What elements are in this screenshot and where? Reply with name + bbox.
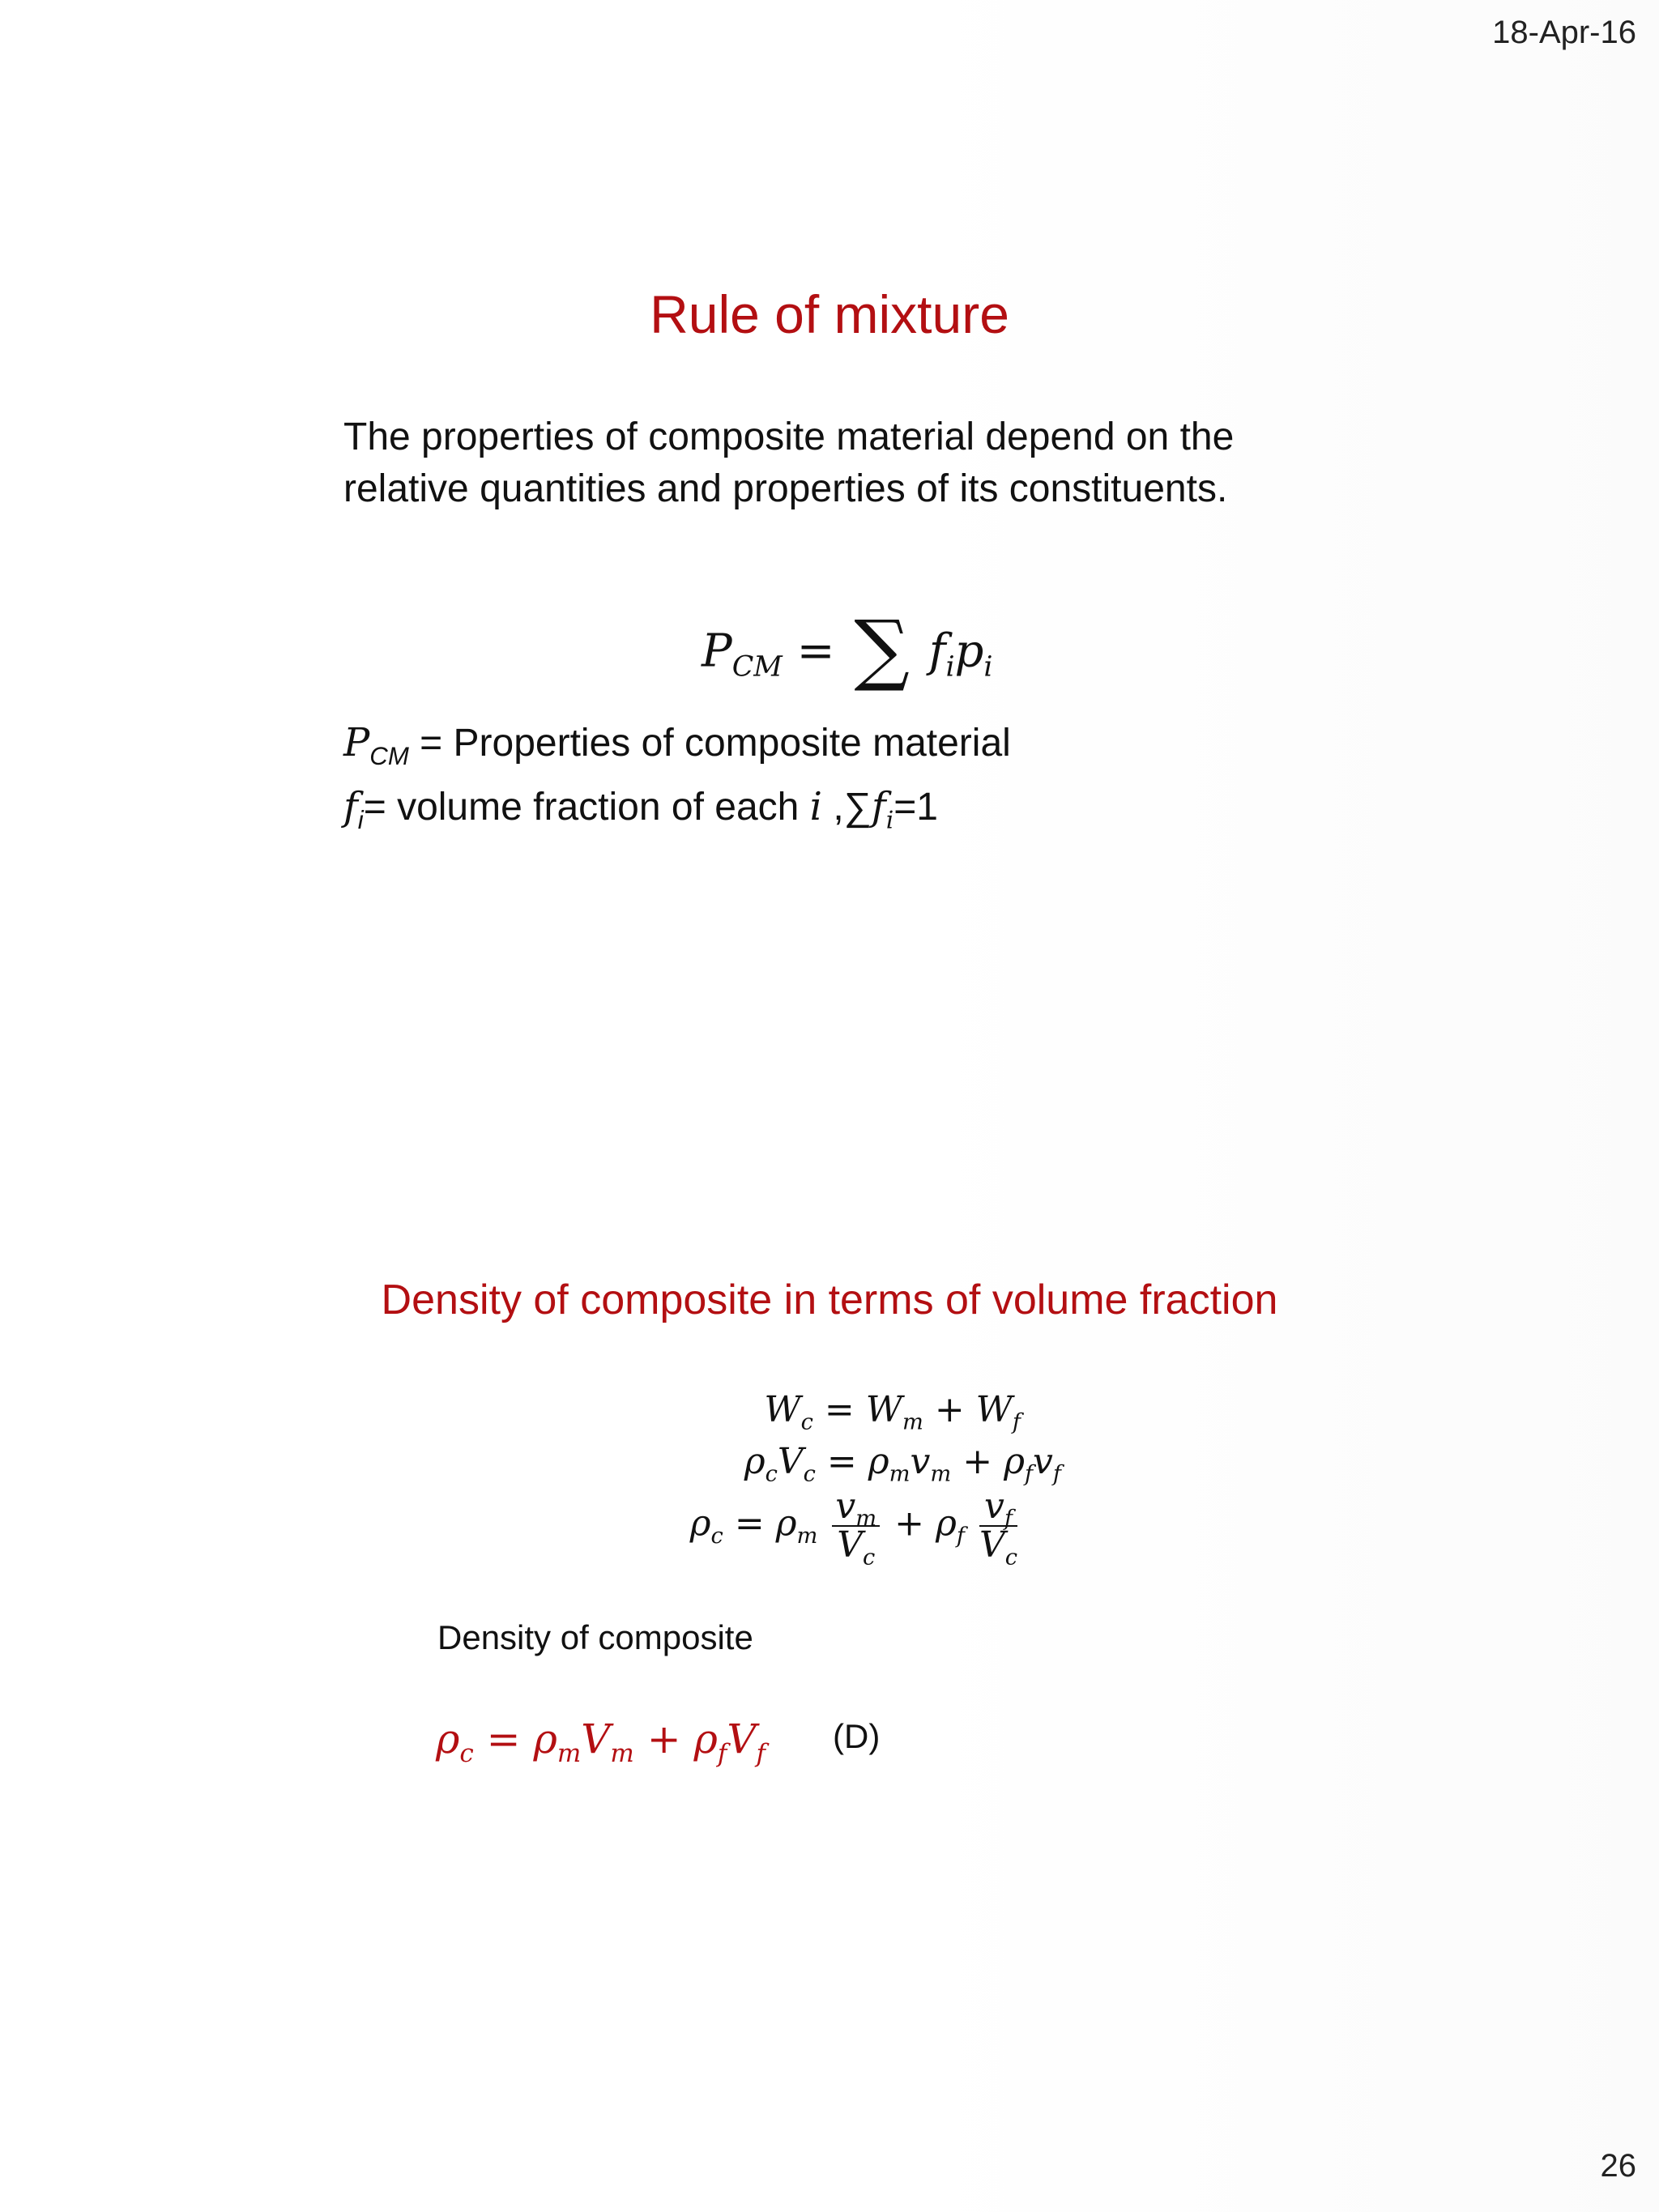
eq-symbol: P: [702, 624, 732, 678]
density-derivation: [680, 1389, 1061, 1569]
def-subscript: i: [885, 806, 894, 835]
density-label: Density of composite: [437, 1618, 753, 1656]
math-token: f: [756, 1738, 766, 1768]
math-token: v: [983, 1485, 1004, 1527]
summation-symbol: ∑: [843, 786, 872, 829]
math-token: ρ: [935, 1502, 957, 1545]
definitions: [343, 711, 1011, 839]
math-token: f: [1052, 1461, 1061, 1487]
def-subscript: CM: [369, 741, 409, 770]
eq-symbol: f: [928, 624, 946, 678]
math-token: c: [803, 1461, 816, 1487]
math-token: m: [557, 1738, 582, 1768]
math-token: =: [812, 1389, 866, 1430]
def-symbol: f: [871, 784, 886, 829]
math-token: V: [837, 1524, 864, 1566]
intro-line-2: relative quantities and properties of its constituents.: [343, 467, 1228, 510]
math-token: V: [979, 1524, 1005, 1566]
slide-date: 18-Apr-16: [1492, 15, 1636, 50]
def-symbol: P: [343, 720, 370, 765]
eq-subscript: CM: [731, 650, 783, 684]
math-token: V: [727, 1715, 757, 1762]
math-token: v: [910, 1441, 931, 1482]
def-subscript: i: [357, 805, 364, 834]
math-token: ρ: [436, 1715, 460, 1762]
equation-tag: (D): [833, 1717, 881, 1755]
math-token: W: [865, 1389, 902, 1430]
math-token: =: [723, 1502, 776, 1545]
math-token: ρ: [693, 1715, 718, 1762]
page-number: 26: [1600, 2148, 1636, 2184]
math-token: c: [1004, 1545, 1017, 1571]
def-symbol: i: [809, 784, 823, 829]
eq-subscript: i: [983, 650, 993, 684]
math-token: f: [1024, 1461, 1034, 1487]
final-density-equation: [436, 1715, 766, 1768]
math-token: W: [975, 1389, 1013, 1430]
definition-fi: [343, 775, 1011, 839]
math-token: =: [473, 1715, 534, 1762]
math-token: c: [765, 1461, 778, 1487]
intro-line-1: The properties of composite material depend on the: [343, 416, 1235, 458]
math-token: ρ: [1004, 1441, 1025, 1482]
eq-subscript: i: [945, 650, 955, 684]
def-text: =1: [893, 786, 938, 829]
math-token: +: [633, 1715, 694, 1762]
math-token: c: [459, 1738, 474, 1768]
rule-of-mixture-equation: [702, 603, 993, 694]
math-token: ρ: [533, 1715, 557, 1762]
math-token: ρ: [775, 1502, 797, 1545]
math-token: +: [951, 1441, 1004, 1482]
math-token: f: [1012, 1409, 1021, 1435]
definition-pcm: [343, 711, 1011, 775]
math-token: m: [855, 1506, 877, 1532]
math-token: +: [883, 1502, 936, 1545]
math-token: c: [800, 1409, 813, 1435]
math-token: ρ: [744, 1441, 766, 1482]
def-text: = Properties of composite material: [408, 722, 1011, 765]
def-text: ,: [822, 786, 844, 829]
eq-symbol: p: [954, 624, 984, 678]
fraction: [979, 1485, 1017, 1571]
math-token: v: [1033, 1441, 1053, 1482]
math-token: c: [863, 1545, 876, 1571]
math-token: f: [956, 1524, 965, 1549]
intro-paragraph: [343, 411, 1234, 515]
summation-symbol: ∑: [854, 603, 910, 694]
math-token: =: [815, 1441, 868, 1482]
math-token: ρ: [868, 1441, 889, 1482]
math-token: m: [610, 1738, 634, 1768]
math-token: +: [923, 1389, 976, 1430]
def-symbol: f: [343, 784, 358, 829]
equation-density-fraction: [680, 1485, 1021, 1571]
math-token: W: [764, 1389, 801, 1430]
eq-operator: =: [796, 624, 835, 678]
math-token: m: [930, 1461, 952, 1487]
math-token: V: [777, 1441, 804, 1482]
math-token: m: [889, 1461, 911, 1487]
slide-title: Rule of mixture: [650, 284, 1009, 344]
math-token: f: [717, 1738, 727, 1768]
math-token: f: [1004, 1506, 1013, 1532]
math-token: ρ: [689, 1502, 711, 1545]
math-token: c: [710, 1524, 723, 1549]
math-token: m: [902, 1409, 923, 1435]
math-token: m: [796, 1524, 818, 1549]
equation-mass-balance: [680, 1389, 1021, 1441]
math-token: v: [835, 1485, 856, 1527]
def-text: = volume fraction of each: [363, 786, 810, 829]
math-token: V: [581, 1715, 611, 1762]
section-subtitle: Density of composite in terms of volume fraction: [381, 1276, 1278, 1323]
fraction: [832, 1485, 880, 1571]
